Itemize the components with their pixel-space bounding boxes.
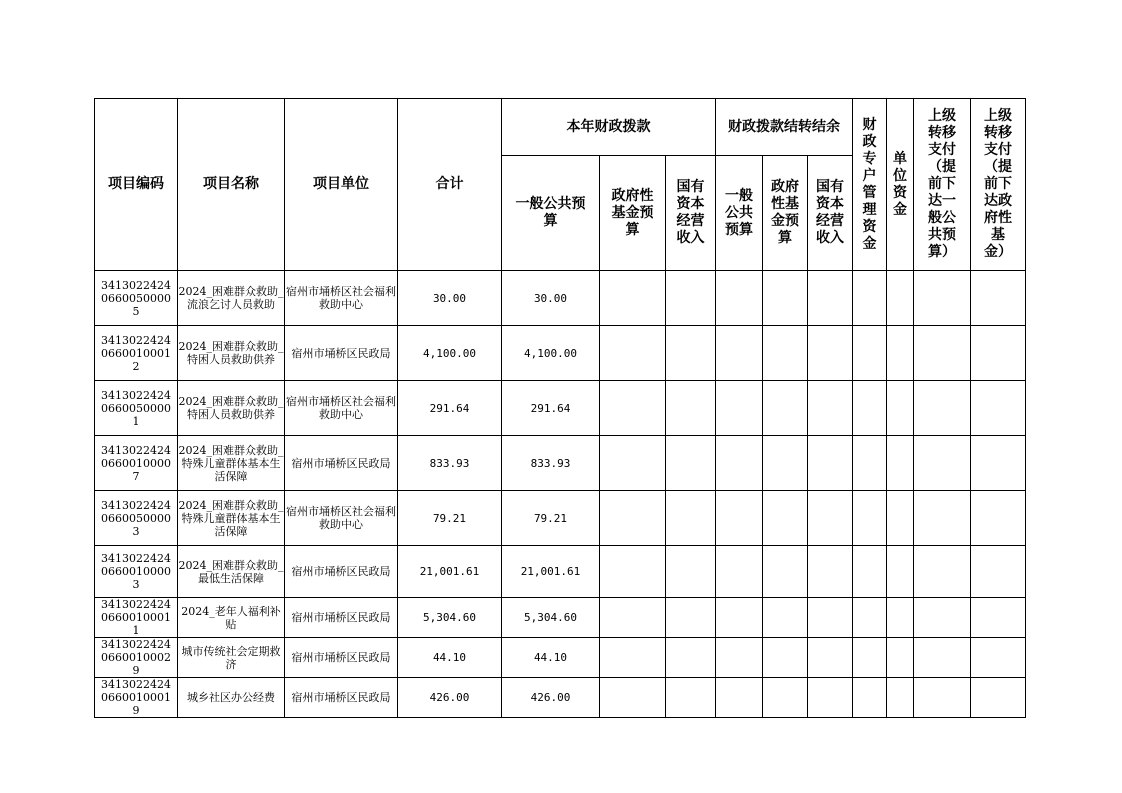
cell-empty: [853, 381, 887, 436]
header-carryover-group: 财政拨款结转结余: [716, 99, 853, 156]
cell-name: 2024_困难群众救助_流浪乞讨人员救助: [178, 271, 285, 326]
cell-empty: [716, 546, 763, 598]
cell-empty: [853, 326, 887, 381]
cell-general: 833.93: [502, 436, 600, 491]
cell-general: 291.64: [502, 381, 600, 436]
cell-total: 79.21: [398, 491, 502, 546]
cell-empty: [600, 678, 666, 718]
table-row: [95, 546, 1026, 598]
cell-name: 2024_困难群众救助_特殊儿童群体基本生活保障: [178, 491, 285, 546]
code-text: 341302242406600100003: [101, 552, 171, 591]
cell-empty: [666, 638, 716, 678]
cell-code: [95, 678, 178, 718]
cell-empty: [763, 638, 808, 678]
cell-empty: [763, 326, 808, 381]
cell-unit: 宿州市埇桥区民政局: [285, 678, 398, 718]
cell-unit: 宿州市埇桥区社会福利救助中心: [285, 381, 398, 436]
cell-empty: [853, 436, 887, 491]
cell-empty: [853, 678, 887, 718]
cell-empty: [887, 326, 914, 381]
code-text: 341302242406600500005: [101, 278, 171, 318]
cell-empty: [971, 598, 1026, 638]
cell-empty: [887, 598, 914, 638]
header-general-budget: [502, 156, 600, 271]
cell-general: 4,100.00: [502, 326, 600, 381]
cell-total: 5,304.60: [398, 598, 502, 638]
cell-empty: [914, 436, 971, 491]
cell-empty: [763, 436, 808, 491]
cell-name: 2024_困难群众救助_特困人员救助供养: [178, 326, 285, 381]
cell-empty: [666, 271, 716, 326]
cell-total: 21,001.61: [398, 546, 502, 598]
cell-code: [95, 271, 178, 326]
cell-total: 833.93: [398, 436, 502, 491]
table-row: [95, 271, 1026, 326]
cell-empty: [914, 638, 971, 678]
cell-empty: [808, 326, 853, 381]
cell-general: 79.21: [502, 491, 600, 546]
cell-empty: [914, 271, 971, 326]
cell-empty: [887, 271, 914, 326]
header-co-general: [716, 156, 763, 271]
header-project-unit: 项目单位: [285, 99, 398, 271]
cell-empty: [600, 546, 666, 598]
cell-total: 30.00: [398, 271, 502, 326]
cell-unit: 宿州市埇桥区社会福利救助中心: [285, 491, 398, 546]
cell-empty: [971, 491, 1026, 546]
cell-empty: [887, 638, 914, 678]
cell-empty: [666, 491, 716, 546]
code-text: 341302242406600100019: [101, 678, 171, 717]
cell-empty: [808, 436, 853, 491]
cell-empty: [666, 678, 716, 718]
header-co-general-text: 一般公共预算: [725, 187, 754, 238]
header-state-capital: [666, 156, 716, 271]
cell-name: 2024_困难群众救助_特殊儿童群体基本生活保障: [178, 436, 285, 491]
cell-empty: [808, 271, 853, 326]
cell-empty: [971, 271, 1026, 326]
cell-empty: [763, 598, 808, 638]
header-current-year-group: 本年财政拨款: [502, 99, 716, 156]
cell-empty: [971, 638, 1026, 678]
header-state-capital-text: 国有资本经营收入: [676, 179, 705, 246]
header-transfer-general-text: 上级转移支付（提前下达一般公共预算）: [928, 108, 957, 260]
cell-code: [95, 381, 178, 436]
budget-table: [94, 98, 1026, 718]
cell-empty: [853, 638, 887, 678]
table-row: [95, 381, 1026, 436]
cell-name: 2024_困难群众救助_特困人员救助供养: [178, 381, 285, 436]
cell-empty: [808, 381, 853, 436]
cell-empty: [971, 436, 1026, 491]
cell-general: 21,001.61: [502, 546, 600, 598]
cell-code: [95, 491, 178, 546]
code-text: 341302242406600500003: [101, 498, 171, 538]
cell-total: 426.00: [398, 678, 502, 718]
cell-unit: 宿州市埇桥区民政局: [285, 598, 398, 638]
cell-unit: 宿州市埇桥区民政局: [285, 436, 398, 491]
cell-empty: [971, 326, 1026, 381]
cell-general: 44.10: [502, 638, 600, 678]
cell-empty: [853, 598, 887, 638]
header-gov-fund-budget-text: 政府性基金预算: [611, 187, 654, 238]
cell-total: 4,100.00: [398, 326, 502, 381]
cell-empty: [971, 546, 1026, 598]
header-transfer-gov-fund: [971, 99, 1026, 271]
cell-total: 44.10: [398, 638, 502, 678]
cell-unit: 宿州市埇桥区民政局: [285, 638, 398, 678]
cell-empty: [914, 678, 971, 718]
cell-empty: [600, 381, 666, 436]
cell-empty: [666, 326, 716, 381]
table-row: [95, 436, 1026, 491]
cell-empty: [666, 598, 716, 638]
header-transfer-gov-fund-text: 上级转移支付（提前下达政府性基金）: [984, 108, 1013, 260]
cell-empty: [600, 436, 666, 491]
header-unit-fund-text: 单位资金: [893, 150, 908, 218]
cell-empty: [763, 491, 808, 546]
cell-unit: 宿州市埇桥区民政局: [285, 326, 398, 381]
cell-general: 30.00: [502, 271, 600, 326]
header-co-state-capital: [808, 156, 853, 271]
code-text: 341302242406600100012: [101, 333, 171, 373]
cell-code: [95, 598, 178, 638]
header-co-gov-fund: [763, 156, 808, 271]
cell-empty: [763, 678, 808, 718]
code-text: 341302242406600100029: [101, 638, 171, 677]
header-transfer-general: [914, 99, 971, 271]
table-row: [95, 638, 1026, 678]
cell-empty: [716, 271, 763, 326]
cell-empty: [808, 598, 853, 638]
cell-name: 2024_困难群众救助_最低生活保障: [178, 546, 285, 598]
cell-empty: [666, 546, 716, 598]
cell-empty: [914, 491, 971, 546]
cell-code: [95, 326, 178, 381]
cell-total: 291.64: [398, 381, 502, 436]
cell-empty: [600, 271, 666, 326]
header-co-state-capital-text: 国有资本经营收入: [816, 179, 845, 246]
code-text: 341302242406600100007: [101, 443, 171, 483]
table-row: [95, 598, 1026, 638]
header-general-budget-text: 一般公共预算: [515, 196, 586, 229]
header-project-name: 项目名称: [178, 99, 285, 271]
cell-empty: [600, 326, 666, 381]
cell-name: 城乡社区办公经费: [178, 678, 285, 718]
table-row: [95, 491, 1026, 546]
header-co-gov-fund-text: 政府性基金预算: [771, 179, 800, 246]
cell-empty: [808, 491, 853, 546]
cell-empty: [808, 678, 853, 718]
cell-empty: [887, 546, 914, 598]
cell-empty: [914, 546, 971, 598]
code-text: 341302242406600500001: [101, 388, 171, 428]
cell-empty: [716, 436, 763, 491]
cell-general: 5,304.60: [502, 598, 600, 638]
cell-empty: [887, 381, 914, 436]
cell-unit: 宿州市埇桥区民政局: [285, 546, 398, 598]
cell-code: [95, 436, 178, 491]
cell-name: 2024_老年人福利补贴: [178, 598, 285, 638]
cell-empty: [716, 598, 763, 638]
header-gov-fund-budget: [600, 156, 666, 271]
cell-empty: [716, 381, 763, 436]
header-project-code: 项目编码: [95, 99, 178, 271]
cell-empty: [887, 491, 914, 546]
cell-empty: [600, 598, 666, 638]
header-total: 合计: [398, 99, 502, 271]
cell-empty: [853, 546, 887, 598]
cell-empty: [666, 436, 716, 491]
cell-empty: [971, 381, 1026, 436]
cell-empty: [666, 381, 716, 436]
cell-empty: [716, 638, 763, 678]
cell-name: 城市传统社会定期救济: [178, 638, 285, 678]
cell-empty: [716, 678, 763, 718]
cell-empty: [763, 381, 808, 436]
cell-empty: [887, 678, 914, 718]
table-row: [95, 326, 1026, 381]
cell-empty: [716, 491, 763, 546]
cell-empty: [600, 491, 666, 546]
cell-empty: [808, 638, 853, 678]
cell-empty: [853, 491, 887, 546]
budget-table-sheet: [94, 98, 1026, 718]
cell-empty: [600, 638, 666, 678]
cell-empty: [971, 678, 1026, 718]
cell-empty: [716, 326, 763, 381]
cell-code: [95, 638, 178, 678]
cell-empty: [887, 436, 914, 491]
cell-empty: [914, 381, 971, 436]
header-special-fund: [853, 99, 887, 271]
cell-empty: [808, 546, 853, 598]
header-unit-fund: [887, 99, 914, 271]
header-special-fund-text: 财政专户管理资金: [862, 116, 877, 252]
cell-unit: 宿州市埇桥区社会福利救助中心: [285, 271, 398, 326]
cell-empty: [763, 546, 808, 598]
table-row: [95, 678, 1026, 718]
cell-empty: [763, 271, 808, 326]
cell-general: 426.00: [502, 678, 600, 718]
cell-empty: [853, 271, 887, 326]
code-text: 341302242406600100011: [101, 598, 171, 637]
cell-empty: [914, 326, 971, 381]
cell-empty: [914, 598, 971, 638]
cell-code: [95, 546, 178, 598]
